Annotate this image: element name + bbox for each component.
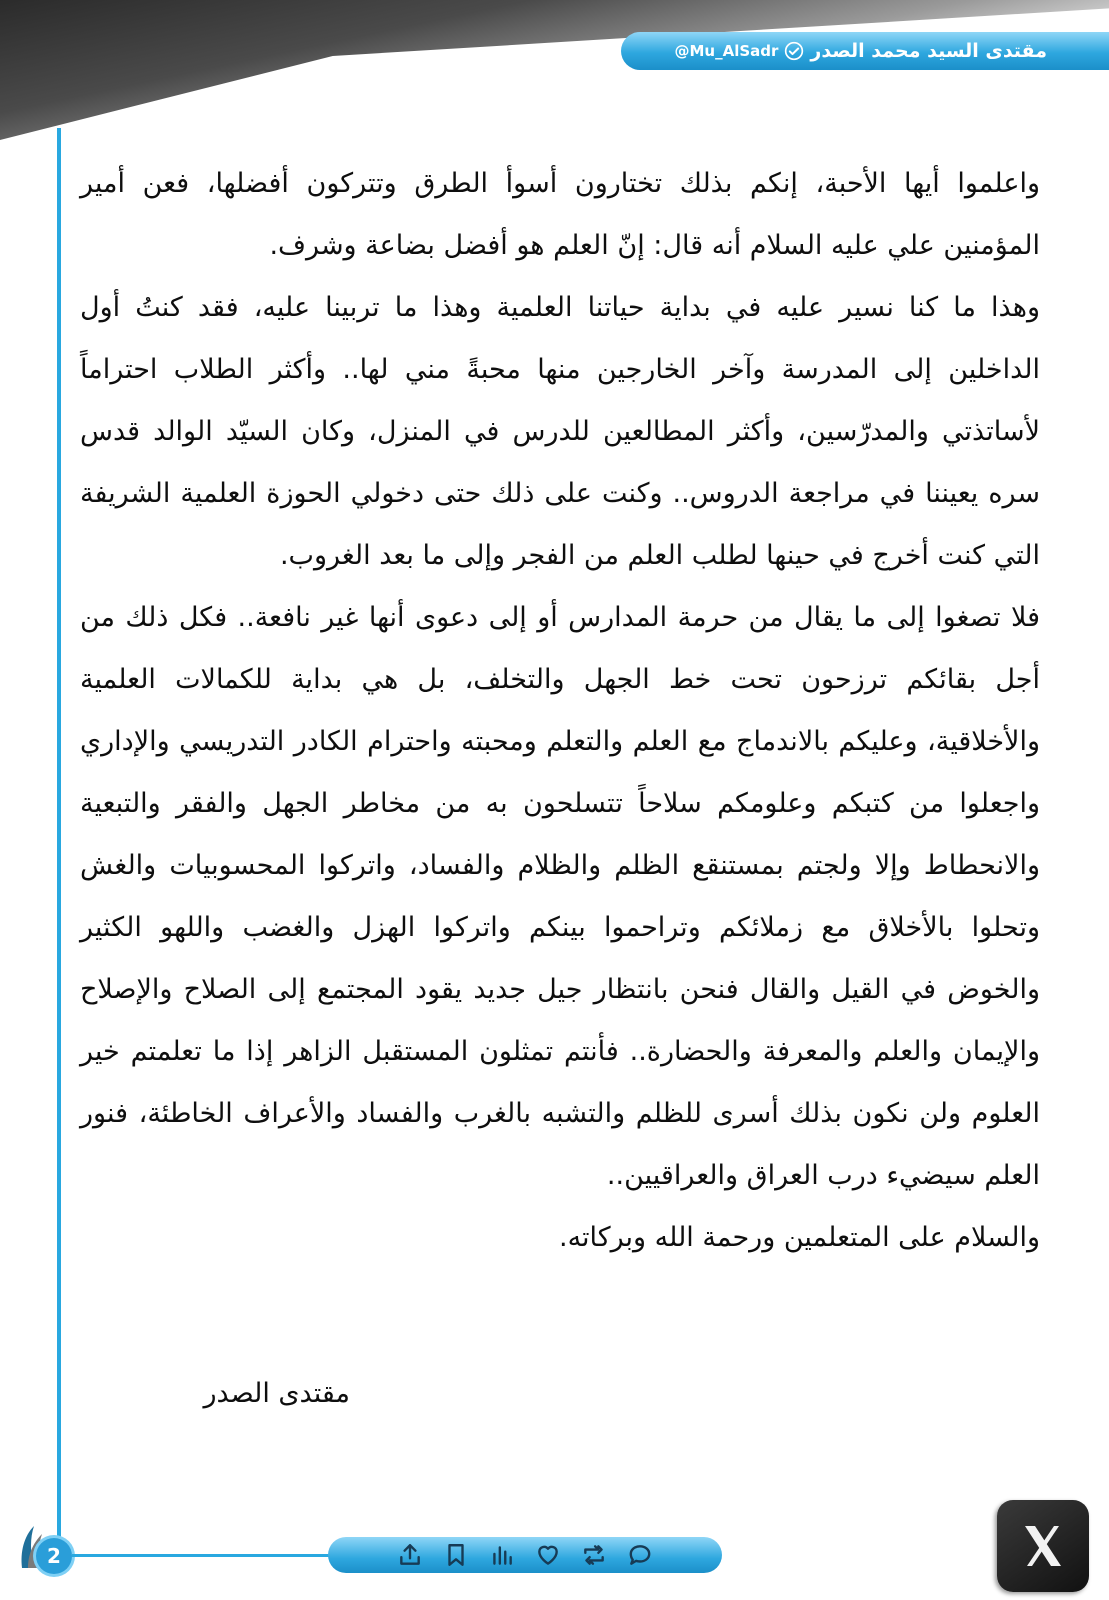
tweet-action-bar — [328, 1537, 722, 1573]
header-decoration — [0, 0, 1109, 140]
statement-body — [80, 153, 1040, 1269]
paragraph-closing: والسلام على المتعلمين ورحمة الله وبركاته. — [558, 1222, 1040, 1253]
signature: مقتدى الصدر — [203, 1378, 350, 1409]
author-header — [621, 32, 1109, 70]
bookmark-icon[interactable] — [440, 1539, 472, 1571]
reply-icon[interactable] — [624, 1539, 656, 1571]
paragraph-2: وهذا ما كنا نسير عليه في بداية حياتنا العلمية وهذا ما تربينا عليه، فقد كنتُ أول الداخلين إلى المدرسة وآخر الخارجين منها محبةً مني لها.. وأكثر الطلاب احتراماً لأساتذتي والمدرّسين، وأكثر المطالعين للدرس في المنزل، وكان السيّد الوالد قدس سره يعيننا في مراجعة الدروس.. وكنت على ذلك حتى دخولي الحوزة العلمية الشريفة التي كنت أخرج في حينها لطلب العلم من الفجر وإلى ما بعد الغروب. — [80, 292, 1040, 571]
share-icon[interactable] — [394, 1539, 426, 1571]
author-name: مقتدى السيد محمد الصدر — [810, 40, 1047, 62]
x-logo-icon — [997, 1500, 1089, 1592]
page-number-badge: 2 — [36, 1538, 72, 1574]
author-handle[interactable]: @Mu_AlSadr — [674, 42, 779, 60]
paragraph-3: فلا تصغوا إلى ما يقال من حرمة المدارس أو إلى دعوى أنها غير نافعة.. فكل ذلك من أجل بقائكم ترزحون تحت خط الجهل والتخلف، بل هي بداية للكمالات العلمية والأخلاقية، وعليكم بالاندماج مع العلم والتعلم ومحبته واحترام الكادر التدريسي والإداري واجعلوا من كتبكم وعلومكم سلاحاً تتسلحون به من مخاطر الجهل والفقر والتبعية والانحطاط وإلا ولجتم بمستنقع الظلم والظلام والفساد، واتركوا المحسوبيات والغش وتحلوا بالأخلاق مع زملائكم وتراحموا بينكم واتركوا الهزل والغضب واللهو الكثير والخوض في القيل والقال فنحن بانتظار جيل جديد يقود المجتمع إلى الصلاح والإصلاح والإيمان والعلم والمعرفة والحضارة.. فأنتم تمثلون المستقبل الزاهر إذا ما تعلمتم خير العلوم ولن نكون بذلك أسرى للظلم والتشبه بالغرب والفساد والأعراف الخاطئة، فنور العلم سيضيء درب العراق والعراقيين.. — [80, 602, 1040, 1191]
views-icon[interactable] — [486, 1539, 518, 1571]
verified-badge-icon — [784, 41, 804, 61]
paragraph-1: واعلموا أيها الأحبة، إنكم بذلك تختارون أسوأ الطرق وتتركون أفضلها، فعن أمير المؤمنين علي عليه السلام أنه قال: إنّ العلم هو أفضل بضاعة وشرف. — [80, 168, 1040, 261]
bottom-border-rail — [72, 1554, 336, 1557]
left-border-rail — [57, 128, 61, 1556]
repost-icon[interactable] — [578, 1539, 610, 1571]
like-icon[interactable] — [532, 1539, 564, 1571]
